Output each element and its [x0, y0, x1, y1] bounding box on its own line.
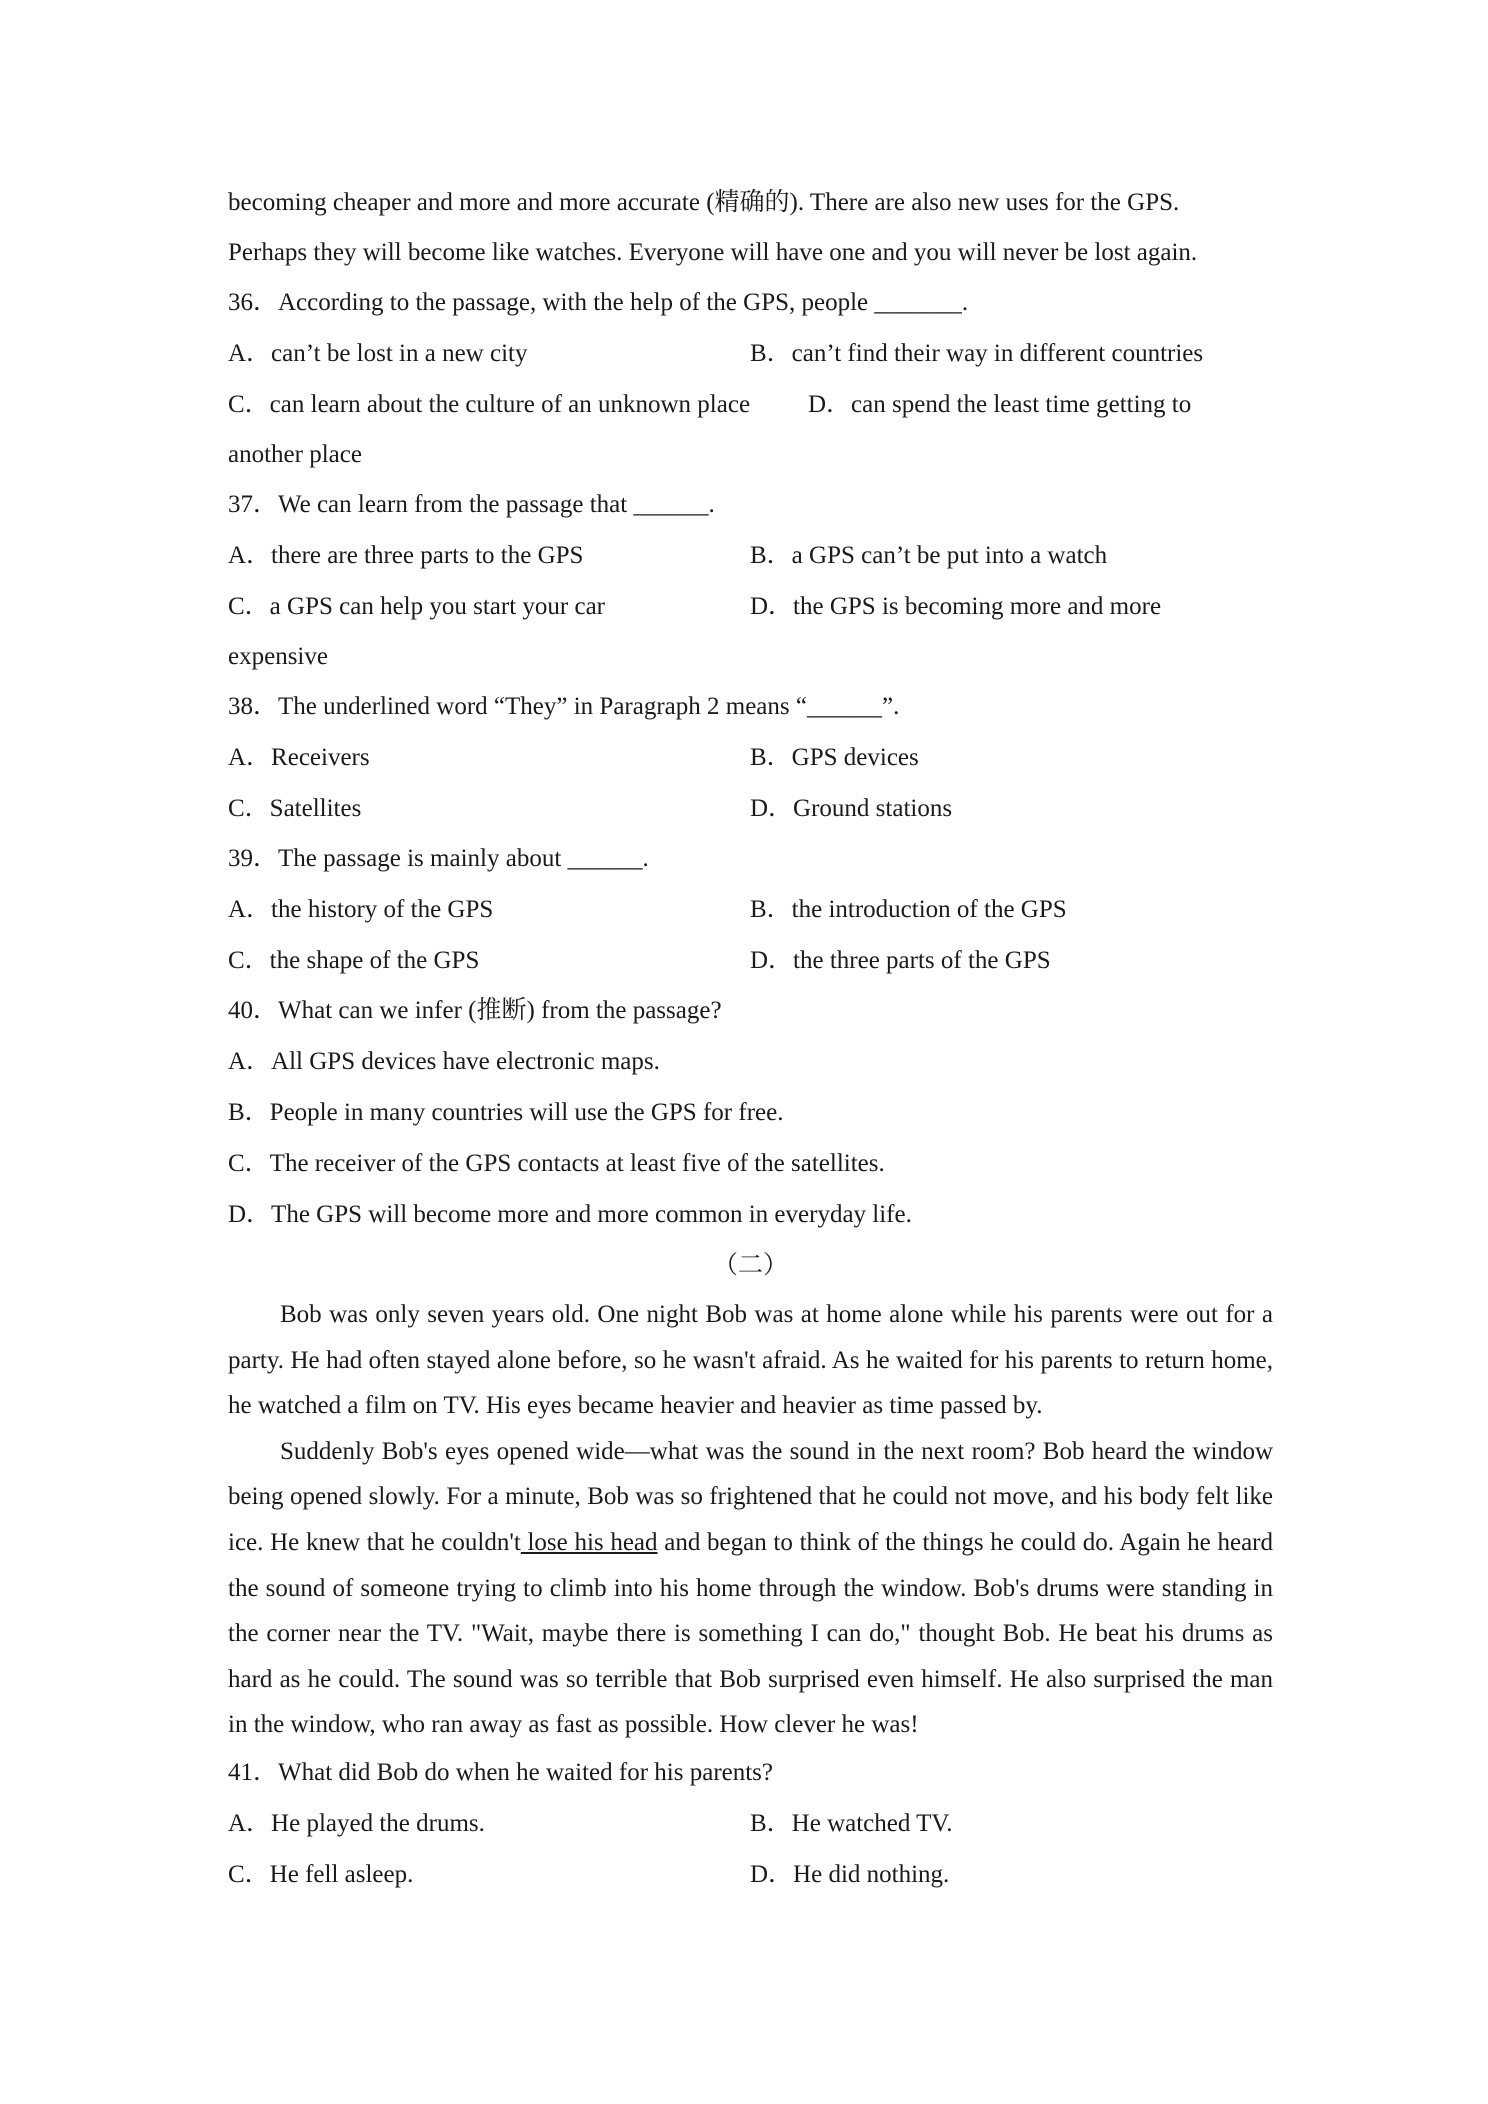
- option-c: C．can learn about the culture of an unknown place: [228, 391, 751, 418]
- option-b: B．can’t find their way in different countries: [750, 340, 1204, 367]
- option-d: D．the GPS is becoming more and more: [750, 593, 1162, 620]
- option-b: B．GPS devices: [750, 744, 919, 771]
- passage-paragraph-2: [228, 1429, 1273, 1748]
- question-41-options-row-2: [228, 1849, 1273, 1900]
- question-38-options-row-2: [228, 783, 1273, 834]
- paragraph-text: and began to think of the things he could do. Again he heard the sound of someone trying to climb into his home through the window. Bob's drums were standing in the corner near the TV. "Wait, maybe there is something I can do," thought Bob. He beat his drums as hard as he could. The sound was so terrible that Bob surprised even himself. He also surprised the man in the window, who ran away as fast as possible. How clever he was!: [228, 1528, 1273, 1739]
- passage-line: Perhaps they will become like watches. Everyone will have one and you will never be lost again.: [228, 239, 1198, 266]
- question-36-options-row-1: [228, 328, 1273, 379]
- question-40-stem: 40．What can we infer (推断) from the passage?: [228, 997, 722, 1024]
- option-b: B．a GPS can’t be put into a watch: [750, 542, 1108, 569]
- passage-paragraph-1: Bob was only seven years old. One night Bob was at home alone while his parents were out for a party. He had often stayed alone before, so he wasn't afraid. As he waited for his parents to return home, he watched a film on TV. His eyes became heavier and heavier as time passed by.: [228, 1301, 1273, 1420]
- option-c: C．Satellites: [228, 795, 362, 822]
- passage-line: becoming cheaper and more and more accurate (精确的). There are also new uses for the GPS.: [228, 189, 1180, 216]
- option-d: D．The GPS will become more and more common in everyday life.: [228, 1201, 912, 1228]
- option-c: C．the shape of the GPS: [228, 947, 480, 974]
- option-d: D．the three parts of the GPS: [750, 947, 1051, 974]
- question-41-options-row-1: [228, 1798, 1273, 1849]
- question-38-options-row-1: [228, 732, 1273, 783]
- page-content: [228, 178, 1273, 1900]
- question-39-stem: 39．The passage is mainly about ______.: [228, 845, 649, 872]
- question-38-stem: 38．The underlined word “They” in Paragraph 2 means “______”.: [228, 693, 900, 720]
- option-d: D．He did nothing.: [750, 1860, 950, 1888]
- option-a: A．can’t be lost in a new city: [228, 340, 528, 367]
- option-a: A．the history of the GPS: [228, 896, 494, 923]
- question-36-options-row-2: [228, 379, 1273, 430]
- option-c: C．a GPS can help you start your car: [228, 593, 606, 620]
- question-37-options-row-1: [228, 530, 1273, 581]
- option-a: A．All GPS devices have electronic maps.: [228, 1048, 660, 1075]
- option-b: B．the introduction of the GPS: [750, 896, 1067, 923]
- question-39-options-row-1: [228, 884, 1273, 935]
- option-c: C．He fell asleep.: [228, 1860, 414, 1888]
- option-d: D．Ground stations: [750, 795, 953, 822]
- option-d-continuation: another place: [228, 441, 362, 468]
- question-41-stem: 41．What did Bob do when he waited for his parents?: [228, 1758, 774, 1786]
- option-d-continuation: expensive: [228, 643, 328, 670]
- option-a: A．there are three parts to the GPS: [228, 542, 584, 569]
- option-b: B．People in many countries will use the GPS for free.: [228, 1099, 784, 1126]
- option-c: C．The receiver of the GPS contacts at least five of the satellites.: [228, 1150, 885, 1177]
- question-37-options-row-2: [228, 581, 1273, 632]
- question-36-stem: 36．According to the passage, with the help of the GPS, people _______.: [228, 289, 969, 316]
- option-a: A．Receivers: [228, 744, 370, 771]
- option-d: D．can spend the least time getting to: [808, 391, 1192, 418]
- paragraph-text: Suddenly Bob's eyes opened wide—what was the sound in the next room? Bob heard the window being opened slowly. For a minute, Bob was so frightened that he could not move, and his body felt like ice. He knew that he couldn't: [228, 1437, 1273, 1556]
- question-37-stem: 37．We can learn from the passage that ______.: [228, 491, 715, 518]
- section-title: （二）: [712, 1252, 788, 1279]
- option-b: B．He watched TV.: [750, 1809, 953, 1837]
- question-39-options-row-2: [228, 935, 1273, 986]
- underlined-phrase: lose his head: [520, 1528, 658, 1556]
- option-a: A．He played the drums.: [228, 1809, 485, 1837]
